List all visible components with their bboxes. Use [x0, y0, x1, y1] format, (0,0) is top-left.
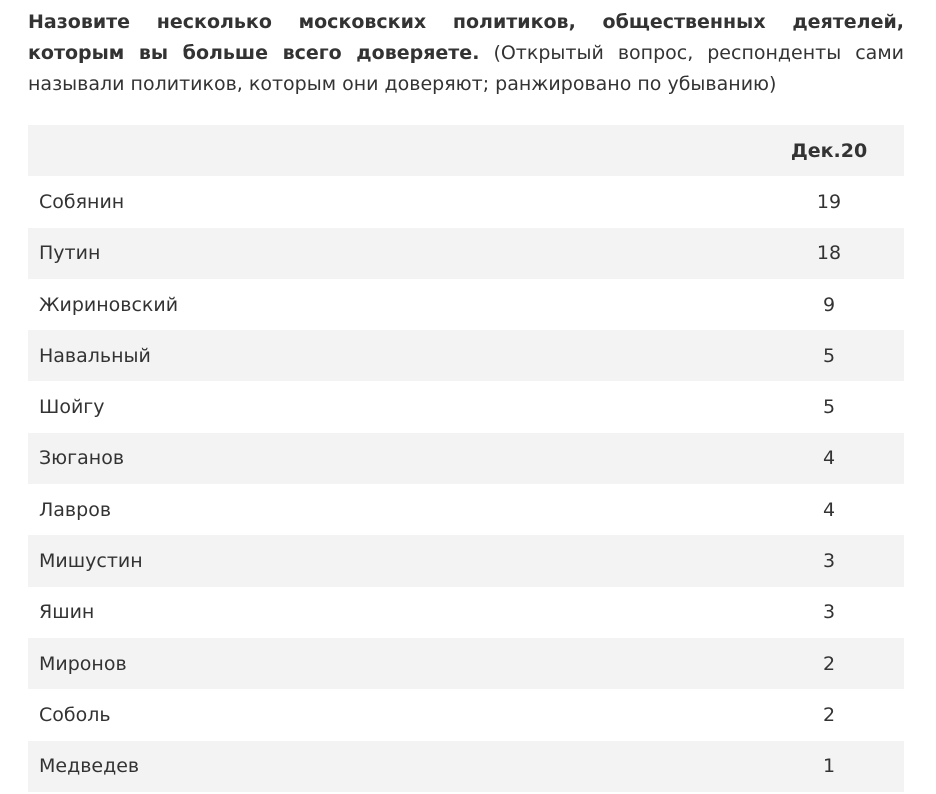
trust-value: 19 [816, 190, 842, 213]
table-row [28, 484, 904, 535]
trust-value: 5 [822, 344, 836, 367]
header-name [28, 125, 754, 176]
trust-value: 5 [822, 396, 836, 419]
politician-name: Жириновский [39, 293, 179, 316]
trust-value: 2 [822, 703, 836, 726]
question-text: Назовите несколько московских политиков, общественных деятелей, которым вы больше всего доверяете. [28, 11, 904, 64]
trust-value: 3 [822, 550, 836, 573]
table-row [28, 741, 904, 792]
trust-value: 18 [816, 242, 842, 265]
table-row [28, 381, 904, 432]
trust-value: 9 [822, 293, 836, 316]
results-table [28, 125, 904, 792]
politician-name: Зюганов [39, 447, 125, 470]
table-row [28, 433, 904, 484]
politician-name: Собянин [39, 190, 125, 213]
table-row [28, 228, 904, 279]
politician-name: Миронов [39, 652, 127, 675]
politician-name: Соболь [39, 703, 111, 726]
trust-value: 1 [822, 755, 836, 778]
table-header-row [28, 125, 904, 176]
trust-value: 4 [822, 498, 836, 521]
trust-value: 2 [822, 652, 836, 675]
table-row [28, 279, 904, 330]
table-row [28, 330, 904, 381]
politician-name: Мишустин [39, 550, 143, 573]
politician-name: Путин [39, 242, 101, 265]
politician-name: Шойгу [39, 396, 105, 419]
politician-name: Медведев [39, 755, 140, 778]
table-row [28, 638, 904, 689]
table-row [28, 535, 904, 586]
table-row [28, 176, 904, 227]
politician-name: Навальный [39, 344, 151, 367]
survey-question [28, 7, 904, 100]
politician-name: Лавров [39, 498, 112, 521]
trust-value: 4 [822, 447, 836, 470]
table-row [28, 689, 904, 740]
question-note: (Открытый вопрос, респонденты сами называли политиков, которым они доверяют; ранжировано по убыванию) [28, 42, 904, 95]
header-period: Дек.20 [790, 139, 868, 162]
politician-name: Яшин [39, 601, 95, 624]
trust-value: 3 [822, 601, 836, 624]
table-row [28, 587, 904, 638]
